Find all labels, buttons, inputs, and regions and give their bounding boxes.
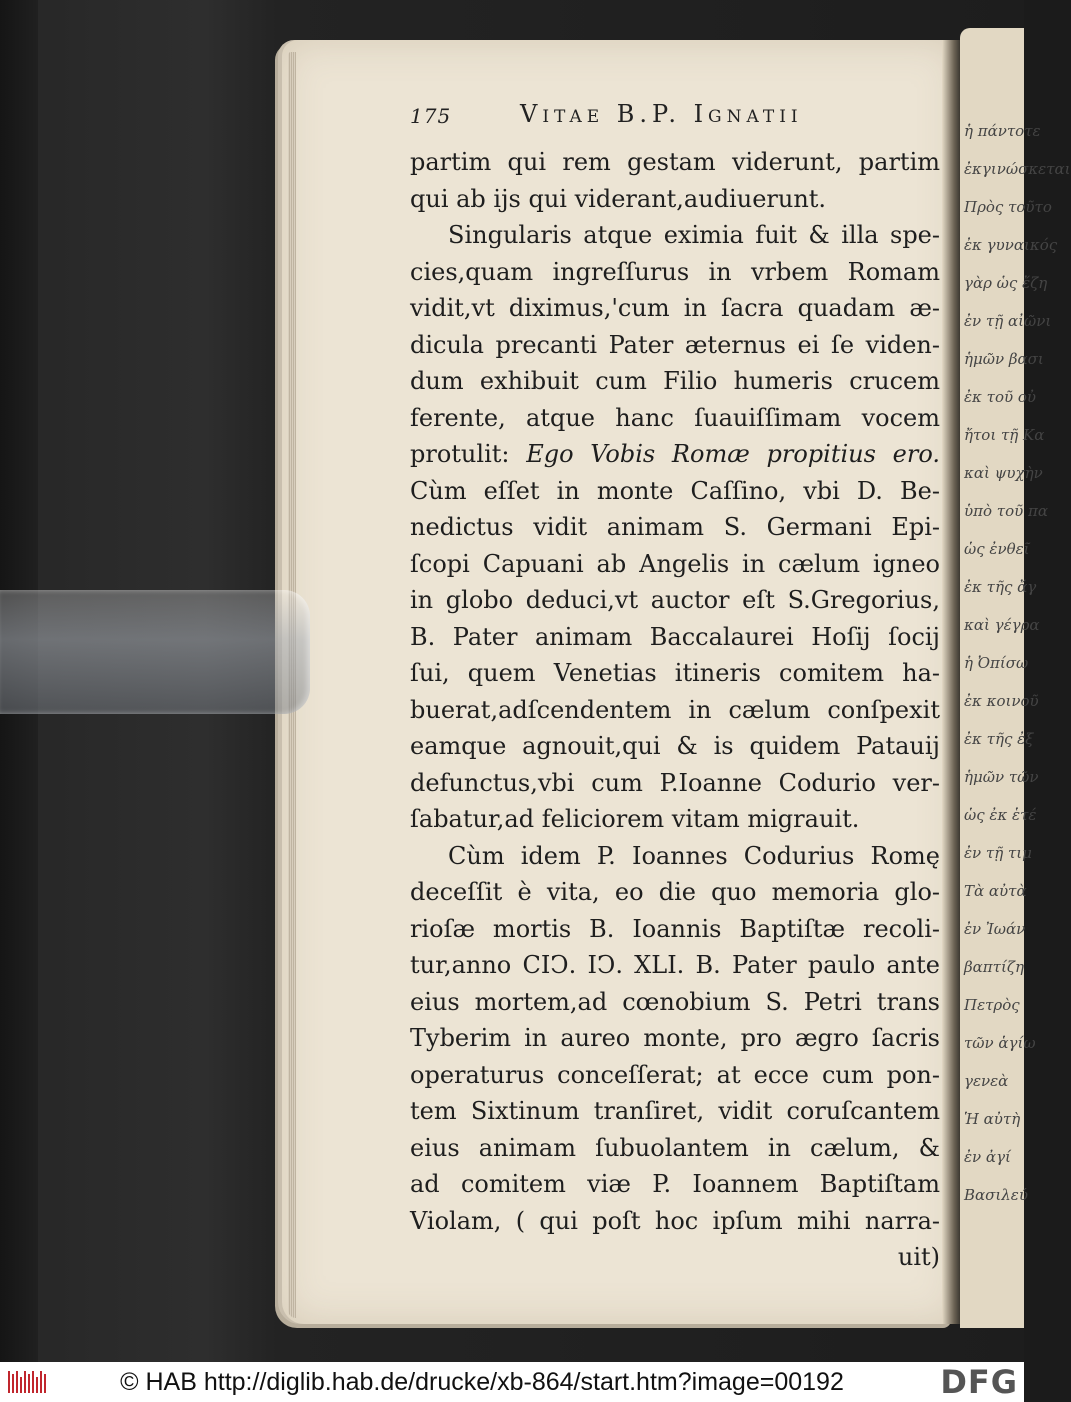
text-line: [410, 655, 940, 692]
text-line: [410, 874, 940, 911]
text-line-content: partim qui rem gestam viderunt, partim: [410, 148, 940, 176]
text-line: [410, 1130, 940, 1167]
text-line-content: Violam, ( qui poſt hoc ipſum mihi narra-: [410, 1206, 940, 1235]
facing-page-line: Ἡ αὐτὴ: [964, 1110, 1021, 1128]
facing-page-line: καὶ ψυχὴν: [964, 464, 1043, 482]
text-line: [410, 436, 940, 473]
text-line: [410, 692, 940, 729]
text-line-content: in globo deduci,vt auctor eſt S.Gregorius,: [410, 586, 940, 614]
text-line: [410, 1239, 940, 1276]
text-line-content: eamque agnouit,qui & is quidem Patauij: [410, 732, 940, 760]
text-line: [410, 1203, 940, 1240]
facing-page-line: ἐκ γυναικός: [964, 236, 1058, 254]
text-line: [410, 363, 940, 400]
text-line-content: ſcopi Capuani ab Angelis in cælum igneo: [410, 549, 940, 578]
text-line-content: protulit:: [410, 440, 510, 468]
text-line: [410, 947, 940, 984]
facing-page-line: βαπτίζη: [964, 958, 1024, 976]
text-line-content: operaturus conceſſerat; at ecce cum pon-: [410, 1060, 940, 1089]
text-line-content: tem Sixtinum tranſiret, vidit coruſcantem: [410, 1097, 940, 1125]
text-line-content: uit): [897, 1243, 940, 1271]
text-line-content: cies,quam ingreſſurus in vrbem Romam: [410, 257, 940, 286]
facing-page-line: Πρὸς τοῦτο: [964, 198, 1052, 216]
facing-page-line: ἐν τῇ τιμ: [964, 844, 1032, 862]
text-line: [410, 765, 940, 802]
dfg-logo: DFG: [940, 1363, 1018, 1401]
text-line: [410, 254, 940, 291]
text-line-content: Cùm idem P. Ioannes Codurius Romę: [448, 841, 940, 870]
facing-page-line: ἐκ τῆς ἐξ: [964, 730, 1034, 748]
facing-page-line: ἐν ἀγί: [964, 1148, 1011, 1166]
text-line-content: eius mortem,ad cœnobium S. Petri trans: [410, 987, 940, 1016]
text-line-content: vidit,vt diximus,'cum in ſacra quadam æ-: [410, 294, 940, 322]
facing-page-line: καὶ γέγρα: [964, 616, 1040, 634]
facing-page-line: ἐκγινώσκεται: [964, 160, 1071, 178]
glass-clamp: [0, 590, 310, 714]
text-line: [410, 1166, 940, 1203]
page-number: 175: [410, 104, 452, 128]
text-line: [410, 400, 940, 437]
footer-citation[interactable]: © HAB http://diglib.hab.de/drucke/xb-864/start.htm?image=00192: [120, 1368, 844, 1396]
facing-page-line: Τὰ αὐτὰ: [964, 882, 1027, 900]
italic-quote: Ego Vobis Romæ propitius ero.: [526, 440, 940, 468]
facing-page-line: ἤτοι τῇ Κα: [964, 426, 1045, 444]
text-line: [410, 582, 940, 619]
facing-page-line: γὰρ ὡς ἔζη: [964, 274, 1048, 292]
text-line: [410, 838, 940, 875]
text-line-content: Cùm eſſet in monte Caſſino, vbi D. Be-: [410, 476, 940, 505]
facing-page-line: ἐν τῇ αἰῶνι: [964, 312, 1052, 330]
hab-barcode-icon: [8, 1369, 48, 1395]
text-line: [410, 911, 940, 948]
text-line-content: B. Pater animam Baccalaurei Hoſij ſocij: [410, 622, 940, 651]
text-line-content: buerat,adſcendentem in cælum conſpexit: [410, 695, 940, 724]
text-line-content: qui ab ijs qui viderant,audiuerunt.: [410, 184, 827, 213]
book-gutter: [942, 40, 962, 1324]
facing-page-line: Πετρὸς: [964, 996, 1020, 1014]
facing-page: [960, 28, 1071, 1328]
text-line: [410, 509, 940, 546]
facing-page-line: ἡ πάντοτε: [964, 122, 1041, 140]
text-line: [410, 1093, 940, 1130]
text-line-content: nedictus vidit animam S. Germani Epi-: [410, 513, 940, 541]
facing-page-line: τῶν ἁγίω: [964, 1034, 1036, 1052]
text-line: [410, 290, 940, 327]
text-line: [410, 728, 940, 765]
text-line: [410, 619, 940, 656]
text-line-content: tur,anno CIↃ. IↃ. XLI. B. Pater paulo ante: [410, 951, 940, 979]
facing-page-line: ἡμῶν τῶν: [964, 768, 1039, 786]
facing-page-line: ἐν Ἰωάν: [964, 920, 1026, 938]
text-line-content: ſabatur,ad feliciorem vitam migrauit.: [410, 805, 860, 833]
facing-page-line: ὡς ἐνθεῖ: [964, 540, 1030, 558]
text-line-content: eius animam ſubuolantem in cælum, &: [410, 1133, 940, 1162]
page-header: [410, 100, 940, 140]
body-text: [410, 144, 940, 1276]
facing-page-line: γενεὰ: [964, 1072, 1009, 1090]
text-line-content: ad comitem viæ P. Ioannem Baptiſtam: [410, 1170, 940, 1198]
text-line-content: ferente, atque hanc ſuauiſſimam vocem: [410, 403, 940, 432]
text-line-content: dicula precanti Pater æternus ei ſe viden-: [410, 330, 940, 359]
facing-page-line: ὑπὸ τοῦ πα: [964, 502, 1048, 520]
text-line-content: deceſſit è vita, eo die quo memoria glo-: [410, 878, 940, 906]
text-line: [410, 546, 940, 583]
facing-page-line: ἐκ κοινοῦ: [964, 692, 1039, 710]
facing-page-line: ὡς ἐκ ἑτέ: [964, 806, 1037, 824]
text-line-content: defunctus,vbi cum P.Ioanne Codurio ver-: [410, 768, 940, 797]
text-line: [410, 984, 940, 1021]
facing-page-line: ἐκ τῆς ἄγ: [964, 578, 1037, 596]
text-line: [410, 144, 940, 181]
text-line-content: rioſæ mortis B. Ioannis Baptiſtæ recoli-: [410, 914, 940, 943]
text-line-content: dum exhibuit cum Filio humeris crucem: [410, 367, 940, 395]
text-line: [410, 473, 940, 510]
text-line: [410, 1020, 940, 1057]
running-head: Vitae B.P. Ignatii: [520, 100, 803, 128]
text-line: [410, 801, 940, 838]
text-line: [410, 327, 940, 364]
facing-page-line: ἡμῶν βασι: [964, 350, 1044, 368]
text-line-content: Singularis atque eximia fuit & illa spe-: [448, 221, 940, 249]
facing-page-line: Βασιλεύ: [964, 1186, 1028, 1204]
text-line: [410, 217, 940, 254]
text-line-content: ſui, quem Venetias itineris comitem ha-: [410, 659, 940, 687]
text-line: [410, 181, 940, 218]
text-line-content: Tyberim in aureo monte, pro ægro ſacris: [410, 1024, 940, 1052]
text-line: [410, 1057, 940, 1094]
footer-bar: [0, 1362, 1024, 1402]
facing-page-line: ἐκ τοῦ οὐ: [964, 388, 1037, 406]
facing-page-line: ἡ Ὀπίσω: [964, 654, 1029, 672]
